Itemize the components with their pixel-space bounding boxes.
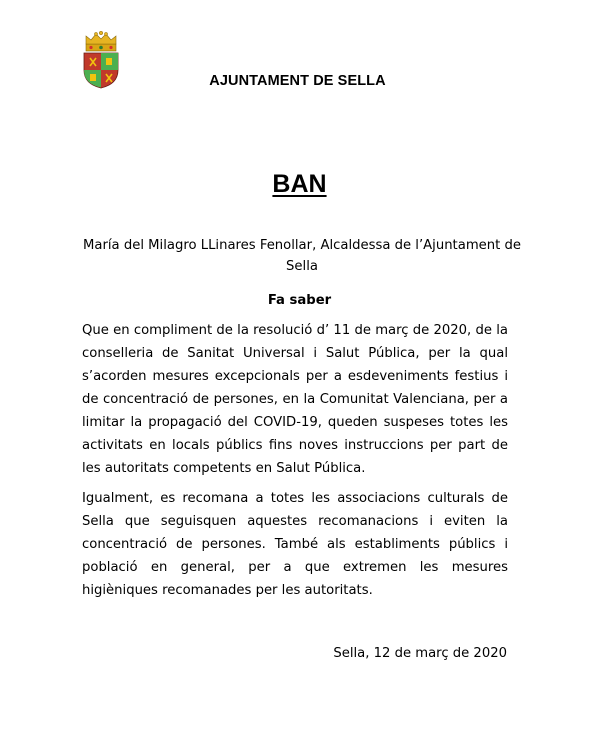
body-paragraph-2: Igualment, es recomana a totes les associacions culturals de Sella que seguisquen aquestes recomanacions i eviten la concentració de persones. També als establiments públics i població en general, per a que extremen les mesures higièniques recomanades per les autoritats.: [82, 491, 508, 598]
crown-icon: [86, 31, 116, 51]
municipality-title: [0, 73, 599, 89]
announce-label: Fa saber: [267, 293, 332, 308]
signature-date: Sella, 12 de març de 2020: [333, 646, 507, 661]
author-line: María del Milagro LLinares Fenollar, Alcaldessa de l’Ajuntament de Sella: [83, 238, 521, 274]
body-paragraph-1: Que en compliment de la resolució d’ 11 de març de 2020, de la conselleria de Sanitat Universal i Salut Pública, per la qual s’acorden mesures excepcionals per a esdeveniments festius i de concentració de persones, en la Comunitat Valenciana, per a limitar la propagació del COVID-19, queden suspeses totes les activitats en locals públics fins noves instruccions per part de les autoritats competents en Salut Pública.: [82, 323, 508, 476]
municipality-title-text: AJUNTAMENT DE SELLA: [209, 73, 386, 89]
document-heading: BAN: [272, 170, 327, 198]
